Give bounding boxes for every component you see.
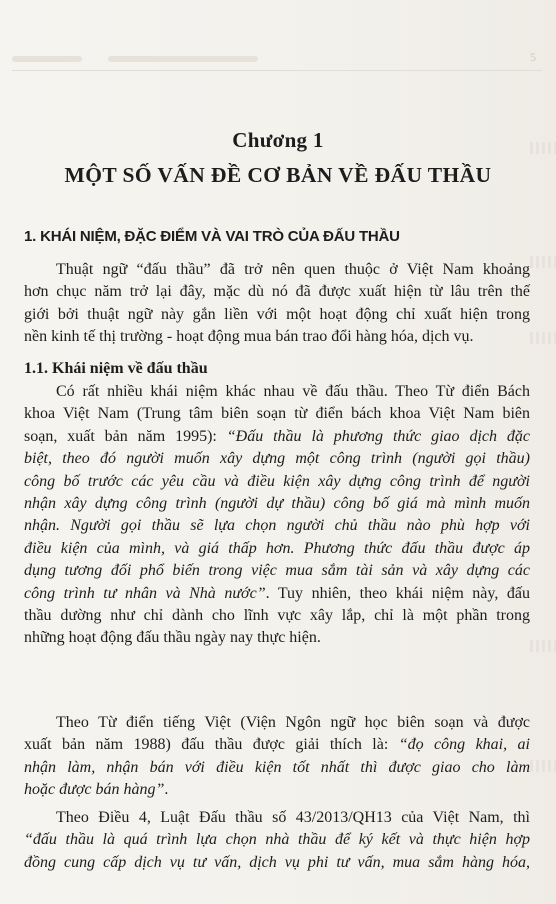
paragraph-law-definition [24, 807, 530, 874]
paragraph-line-italic: nhận xây dựng công trình (người dự thầu) công bố giá mà mình muốn [24, 495, 530, 513]
text-normal: . Tuy nhiên, theo khái niệm này, đấu [265, 584, 530, 602]
paragraph-line [24, 583, 530, 605]
paragraph-line: Thuật ngữ “đấu thầu” đã trở nên quen thuộc ở Việt Nam khoảng [56, 261, 530, 278]
paragraph-line-italic: nhận. Người gọi thầu sẽ lựa chọn người chủ thầu nào phù hợp với [24, 517, 530, 535]
paragraph-line-italic: dụng tương đối phổ biến trong việc mua sắm tài sản và xây dựng các [24, 562, 530, 580]
text-normal: soạn, xuất bản năm 1995): [24, 427, 227, 445]
bleed-through-mark [530, 640, 556, 652]
text-normal: xuất bản năm 1988) đấu thầu được giải thích là: [24, 736, 399, 754]
chapter-number: Chương 1 [232, 128, 324, 152]
section-heading: 1. KHÁI NIỆM, ĐẶC ĐIỂM VÀ VAI TRÒ CỦA ĐẤU THẦU [24, 228, 400, 245]
text-italic-quote: hoặc được bán hàng” [24, 781, 165, 799]
bleed-through-mark [530, 142, 556, 154]
text-italic-quote: công trình tư nhân và Nhà nước” [24, 584, 266, 602]
paragraph-line: khoa Việt Nam (Trung tâm biên soạn từ điển bách khoa Việt Nam biên [24, 405, 530, 423]
paragraph-line: những hoạt động đấu thầu ngày nay thực hiện. [24, 629, 321, 647]
paragraph-line: Theo Từ điển tiếng Việt (Viện Ngôn ngữ học biên soạn và được [56, 714, 530, 731]
running-header-show-through [12, 52, 542, 71]
subsection-heading: 1.1. Khái niệm về đấu thầu [24, 360, 208, 377]
text-normal: . [164, 781, 169, 799]
page-number: 5 [530, 50, 536, 64]
bleed-through-mark [530, 332, 556, 344]
paragraph-line: nền kinh tế thị trường - hoạt động mua bán trao đổi hàng hóa, dịch vụ. [24, 328, 474, 346]
paragraph-line: hơn chục năm trở lại đây, mặc dù nó đã được xuất hiện từ lâu trên thế [24, 283, 530, 301]
text-italic-quote: “đọ công khai, ai [398, 736, 530, 754]
paragraph-line-italic: công bố trước các yêu cầu và điều kiện xây dựng công trình để người [24, 472, 530, 490]
bleed-through-mark [530, 256, 556, 268]
paragraph-line-italic: điều kiện của mình, và giá thấp hơn. Phương thức đấu thầu được áp [24, 539, 530, 557]
paragraph-line: giới bởi thuật ngữ này gắn liền với một hoạt động chỉ xuất hiện trong [24, 305, 530, 323]
paragraph-line [24, 779, 530, 801]
paragraph-line [24, 734, 530, 756]
bleed-through-mark [530, 760, 556, 772]
paragraph-line: thầu dường như chỉ dành cho lĩnh vực xây lắp, chỉ là một phần trong [24, 607, 530, 625]
paragraph-line-italic: đồng cung cấp dịch vụ tư vấn, dịch vụ phi tư vấn, mua sắm hàng hóa, [24, 853, 530, 871]
paragraph-line-italic: “đấu thầu là quá trình lựa chọn nhà thầu để ký kết và thực hiện hợp [24, 831, 530, 849]
paragraph-line: Có rất nhiều khái niệm khác nhau về đấu thầu. Theo Từ điển Bách [56, 383, 530, 400]
ghost-header-left [12, 56, 82, 62]
paragraph-dictionary-definition [24, 712, 530, 802]
paragraph-line-italic: nhận làm, nhận bán với điều kiện tốt nhất thì được giao cho làm [24, 758, 530, 776]
paragraph-line: Theo Điều 4, Luật Đấu thầu số 43/2013/QH13 của Việt Nam, thì [56, 809, 530, 826]
paragraph-line-italic: biệt, theo đó người muốn xây dựng một công trình (người gọi thầu) [24, 450, 530, 468]
paragraph-encyclopedia-definition [24, 381, 530, 650]
ghost-header-center [108, 56, 258, 62]
paragraph-line [24, 426, 530, 448]
text-italic-quote: “Đấu thầu là phương thức giao dịch đặc [226, 427, 530, 445]
paragraph-intro [24, 259, 530, 349]
chapter-title: MỘT SỐ VẤN ĐỀ CƠ BẢN VỀ ĐẤU THẦU [64, 163, 492, 187]
